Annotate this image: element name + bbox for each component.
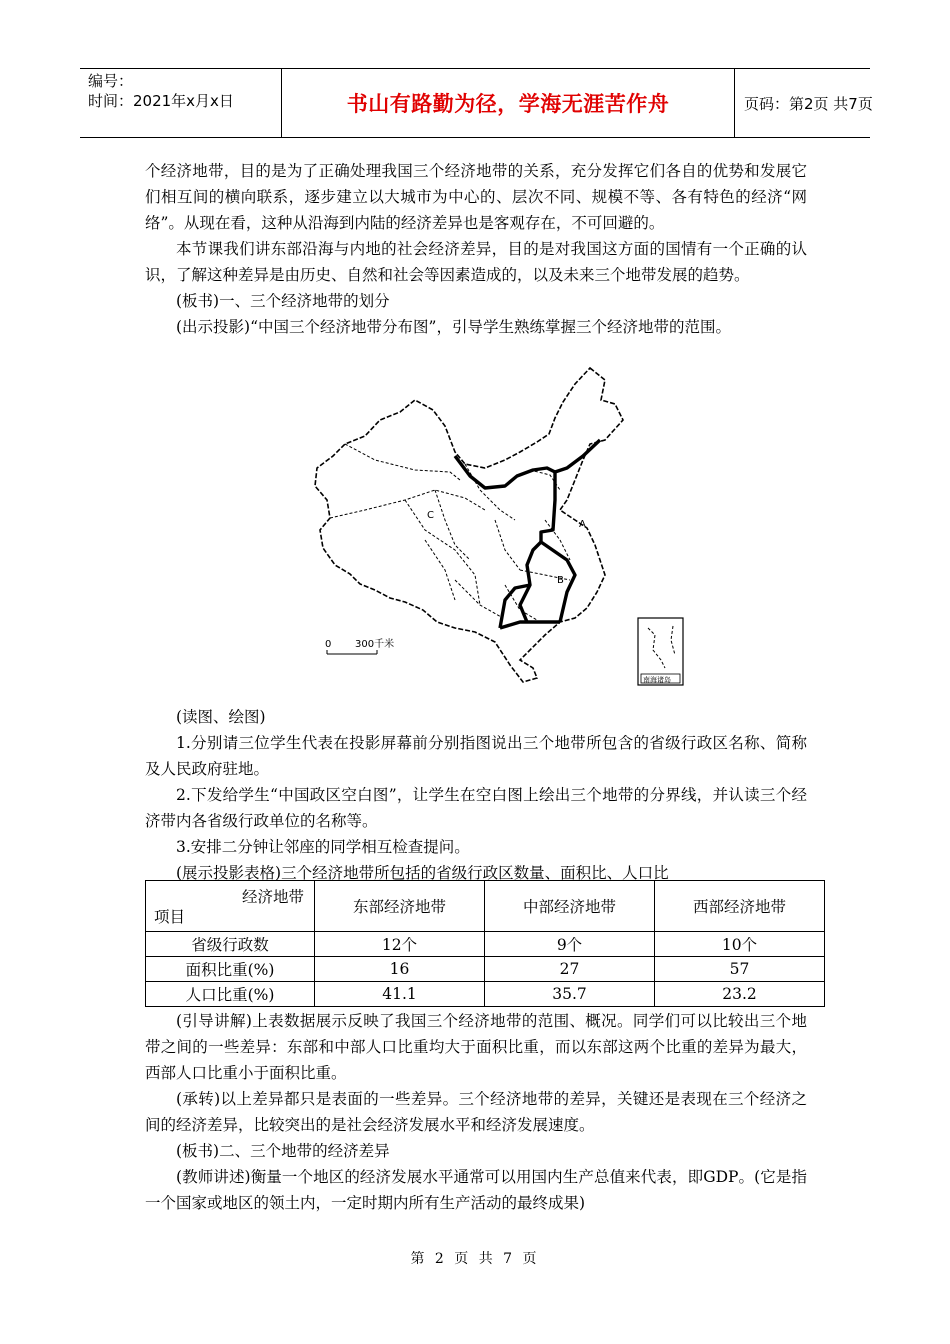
scale-zero: 0 xyxy=(325,639,332,650)
paragraph: (出示投影)“中国三个经济地带分布图”，引导学生熟练掌握三个经济地带的范围。 xyxy=(176,318,731,336)
china-map-figure xyxy=(305,360,690,690)
row-label: 省级行政数 xyxy=(146,932,315,957)
table-corner-cell xyxy=(146,881,315,932)
page-header xyxy=(80,68,873,138)
paragraph: 个经济地带，目的是为了正确处理我国三个经济地带的关系，充分发挥它们各自的优势和发展它们相互间的横向联系，逐步建立以大城市为中心的、层次不同、规模不等、各有特色的经济“网络”。从现在看，这种从沿海到内陆的经济差异也是客观存在，不可回避的。 xyxy=(145,162,807,232)
paragraph: (引导讲解)上表数据展示反映了我国三个经济地带的范围、概况。同学们可以比较出三个地带之间的一些差异：东部和中部人口比重均大于面积比重，而以东部这两个比重的差异为最大，西部人口比重小于面积比重。 xyxy=(145,1012,807,1082)
south-china-sea-inset xyxy=(638,618,683,685)
paragraph: 2.下发给学生“中国政区空白图”，让学生在空白图上绘出三个地带的分界线，并认读三个经济带内各省级行政单位的名称等。 xyxy=(145,786,807,830)
paragraph: (板书)二、三个地带的经济差异 xyxy=(176,1142,390,1160)
economic-zones-map xyxy=(305,360,690,690)
code-label: 编号： xyxy=(88,72,134,90)
label-c: C xyxy=(427,510,434,521)
paragraph: 3.安排二分钟让邻座的同学相互检查提问。 xyxy=(176,838,470,856)
row-label: 人口比重(%) xyxy=(146,982,315,1007)
column-header: 东部经济地带 xyxy=(315,881,485,932)
table-cell: 16 xyxy=(315,957,485,982)
column-header: 西部经济地带 xyxy=(655,881,825,932)
east-central-boundary xyxy=(541,440,600,622)
header-meta xyxy=(80,69,282,137)
label-a: A xyxy=(579,519,586,530)
paragraph: (教师讲述)衡量一个地区的经济发展水平通常可以用国内生产总值来代表，即GDP。(它是指一个国家或地区的领土内，一定时期内所有生产活动的最终成果) xyxy=(145,1168,807,1212)
label-b: B xyxy=(557,575,564,586)
table-row xyxy=(146,982,825,1007)
paragraph: (展示投影表格)三个经济地带所包括的省级行政区数量、面积比、人口比 xyxy=(176,864,669,882)
table-cell: 10个 xyxy=(655,932,825,957)
corner-top-label: 经济地带 xyxy=(241,888,304,906)
paragraph: 本节课我们讲东部沿海与内地的社会经济差异，目的是对我国这方面的国情有一个正确的认识，了解这种差异是由历史、自然和社会等因素造成的，以及未来三个地带发展的趋势。 xyxy=(145,240,807,284)
national-border xyxy=(315,368,623,682)
table-row xyxy=(146,957,825,982)
table-cell: 41.1 xyxy=(315,982,485,1007)
table-cell: 57 xyxy=(655,957,825,982)
text-block-3 xyxy=(145,1008,807,1216)
paragraph: 1.分别请三位学生代表在投影屏幕前分别指图说出三个地带所包含的省级行政区名称、简称及人民政府驻地。 xyxy=(145,734,807,778)
paragraph: (读图、绘图) xyxy=(176,708,266,726)
table-cell: 9个 xyxy=(485,932,655,957)
table-row xyxy=(146,932,825,957)
time-label: 时间：2021年x月x日 xyxy=(88,92,234,110)
paragraph: (板书)一、三个经济地带的划分 xyxy=(176,292,390,310)
row-label: 面积比重(%) xyxy=(146,957,315,982)
header-page-code: 页码：第2页 共7页 xyxy=(744,94,873,113)
central-west-boundary xyxy=(455,456,555,628)
table-cell: 12个 xyxy=(315,932,485,957)
corner-bottom-label: 项目 xyxy=(154,908,186,926)
economic-zones-table xyxy=(145,880,825,1007)
column-header: 中部经济地带 xyxy=(485,881,655,932)
paragraph: (承转)以上差异都只是表面的一些差异。三个经济地带的差异，关键还是表现在三个经济之间的经济差异，比较突出的是社会经济发展水平和经济发展速度。 xyxy=(145,1090,807,1134)
scale-bar xyxy=(325,637,394,654)
header-motto: 书山有路勤为径，学海无涯苦作舟 xyxy=(282,69,735,137)
text-block-1 xyxy=(145,158,807,340)
table-cell: 35.7 xyxy=(485,982,655,1007)
scale-text: 300千米 xyxy=(355,639,395,650)
table-cell: 27 xyxy=(485,957,655,982)
table-cell: 23.2 xyxy=(655,982,825,1007)
text-block-2 xyxy=(145,704,807,886)
inset-label: 南海诸岛 xyxy=(643,676,671,684)
table-header-row xyxy=(146,881,825,932)
page-footer: 第 2 页 共 7 页 xyxy=(410,1251,540,1267)
